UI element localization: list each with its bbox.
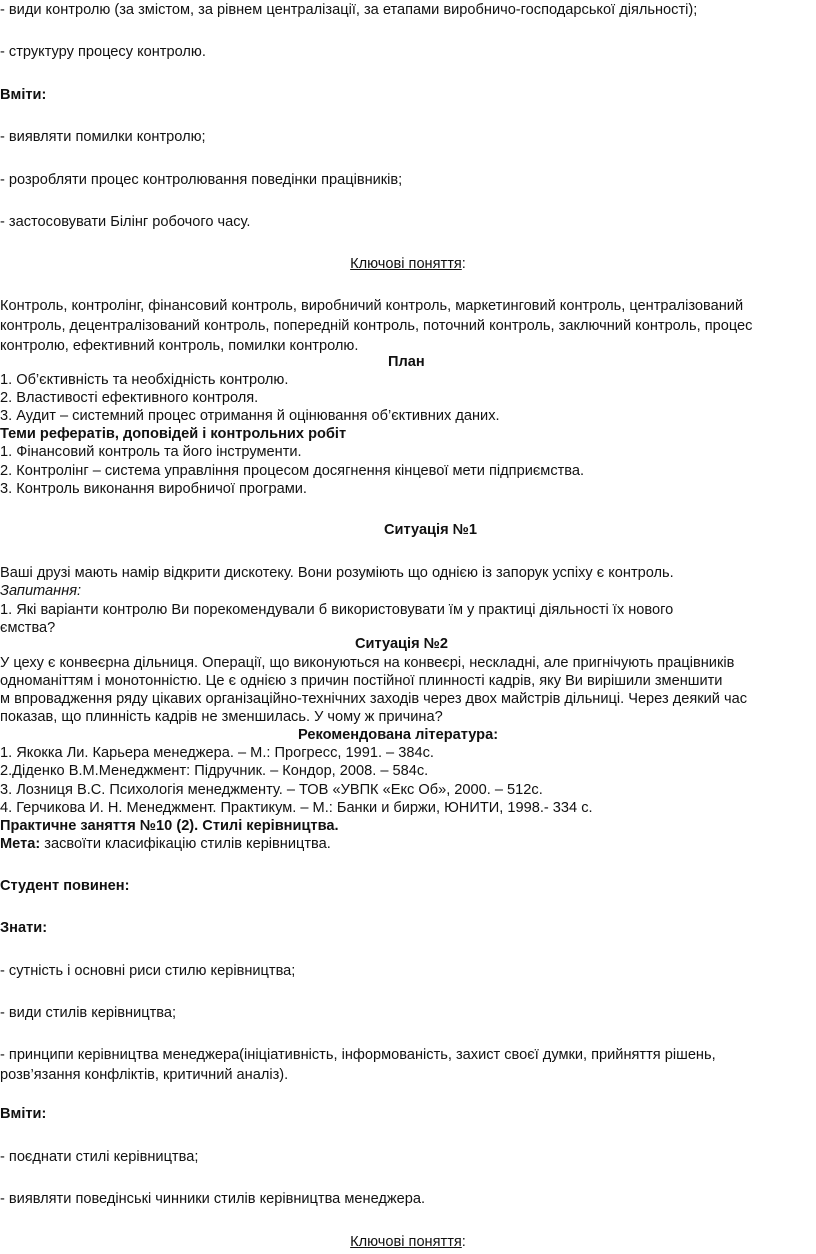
key-concepts-text: Контроль, контролінг, фінансовий контроль, виробничий контроль, маркетинговий контроль, централізований [0,298,744,314]
situation-1-text: Ваші друзі мають намір відкрити дискотеку. Вони розуміють що однією із запорук успіху є контроль. [0,565,674,581]
goal-label: Мета: [0,836,41,852]
themes-heading: Теми рефератів, доповідей і контрольних робіт [0,426,347,442]
know-heading: Знати: [0,920,48,936]
goal-line [0,835,816,853]
key-concepts-label-2: Ключові поняття [350,1234,462,1250]
literature-item: 1. Якокка Ли. Карьера менеджера. – М.: Прогресс, 1991. – 384с. [0,745,434,761]
skill-item: - виявляти помилки контролю; [0,129,206,145]
situation-2-text: У цеху є конвеєрна дільниця. Операції, що виконуються на конвеєрі, нескладні, але пригнічують працівників [0,655,735,671]
key-concepts-heading-2: Ключові поняття: [350,1234,466,1250]
know-item: - сутність і основні риси стилю керівництва; [0,963,296,979]
literature-heading: Рекомендована література: [298,727,499,743]
situation-2-text: показав, що плинність кадрів не зменшилась. У чому ж причина? [0,709,443,725]
literature-item: 3. Лозниця В.С. Психологія менеджменту. – ТОВ «УВПК «Екс Об», 2000. – 512с. [0,782,543,798]
literature-item: 4. Герчикова И. Н. Менеджмент. Практикум. – М.: Банки и биржи, ЮНИТИ, 1998.- 334 с. [0,800,593,816]
plan-heading: План [388,354,425,370]
question-label: Запитання: [0,583,82,599]
situation-2-text: м впровадження ряду цікавих організаційно-технічних заходів через двох майстрів дільниці. Через деякий час [0,691,748,707]
plan-item: 3. Аудит – системний процес отримання й оцінювання об’єктивних даних. [0,408,500,424]
theme-item: 2. Контролінг – система управління процесом досягнення кінцевої мети підприємства. [0,463,585,479]
knowledge-item-control-structure: - структуру процесу контролю. [0,44,206,60]
situation-1-heading: Ситуація №1 [384,522,478,538]
goal-text: засвоїти класифікацію стилів керівництва. [40,836,331,852]
know-item-continued: розв’язання конфліктів, критичний аналіз). [0,1067,289,1083]
skills-heading-2: Вміти: [0,1106,47,1122]
skill-item-2: - виявляти поведінські чинники стилів керівництва менеджера. [0,1191,426,1207]
know-item: - принципи керівництва менеджера(ініціативність, інформованість, захист своєї думки, прийняття рішень, [0,1047,716,1063]
skill-item-2: - поєднати стилі керівництва; [0,1149,199,1165]
student-must-heading: Студент повинен: [0,878,130,894]
situation-2-heading: Ситуація №2 [355,636,449,652]
practical-lesson-title: Практичне заняття №10 (2). Стилі керівництва. [0,818,339,834]
key-concepts-text: контроль, децентралізований контроль, попередній контроль, поточний контроль, заключний контроль, процес [0,318,753,334]
skills-heading: Вміти: [0,87,47,103]
know-item: - види стилів керівництва; [0,1005,177,1021]
situation-2-text: одноманіттям і монотонністю. Це є однією з причин постійної плинності кадрів, яку Ви вирішили зменшити [0,673,723,689]
skill-item: - розробляти процес контролювання поведінки працівників; [0,172,403,188]
key-concepts-heading: Ключові поняття: [350,256,466,272]
theme-item: 1. Фінансовий контроль та його інструменти. [0,444,302,460]
plan-item: 1. Об’єктивність та необхідність контролю. [0,372,289,388]
skill-item: - застосовувати Білінг робочого часу. [0,214,251,230]
knowledge-item-control-types: - види контролю (за змістом, за рівнем централізації, за етапами виробничо-господарської діяльності); [0,2,698,18]
theme-item: 3. Контроль виконання виробничої програми. [0,481,307,497]
situation-1-question: ємства? [0,620,56,636]
key-concepts-text: контролю, ефективний контроль, помилки контролю. [0,338,359,354]
key-concepts-label: Ключові поняття [350,256,462,272]
plan-item: 2. Властивості ефективного контроля. [0,390,259,406]
literature-item: 2.Діденко В.М.Менеджмент: Підручник. – Кондор, 2008. – 584с. [0,763,429,779]
situation-1-question: 1. Які варіанти контролю Ви порекомендували б використовувати їм у практиці діяльності їх нового [0,602,674,618]
